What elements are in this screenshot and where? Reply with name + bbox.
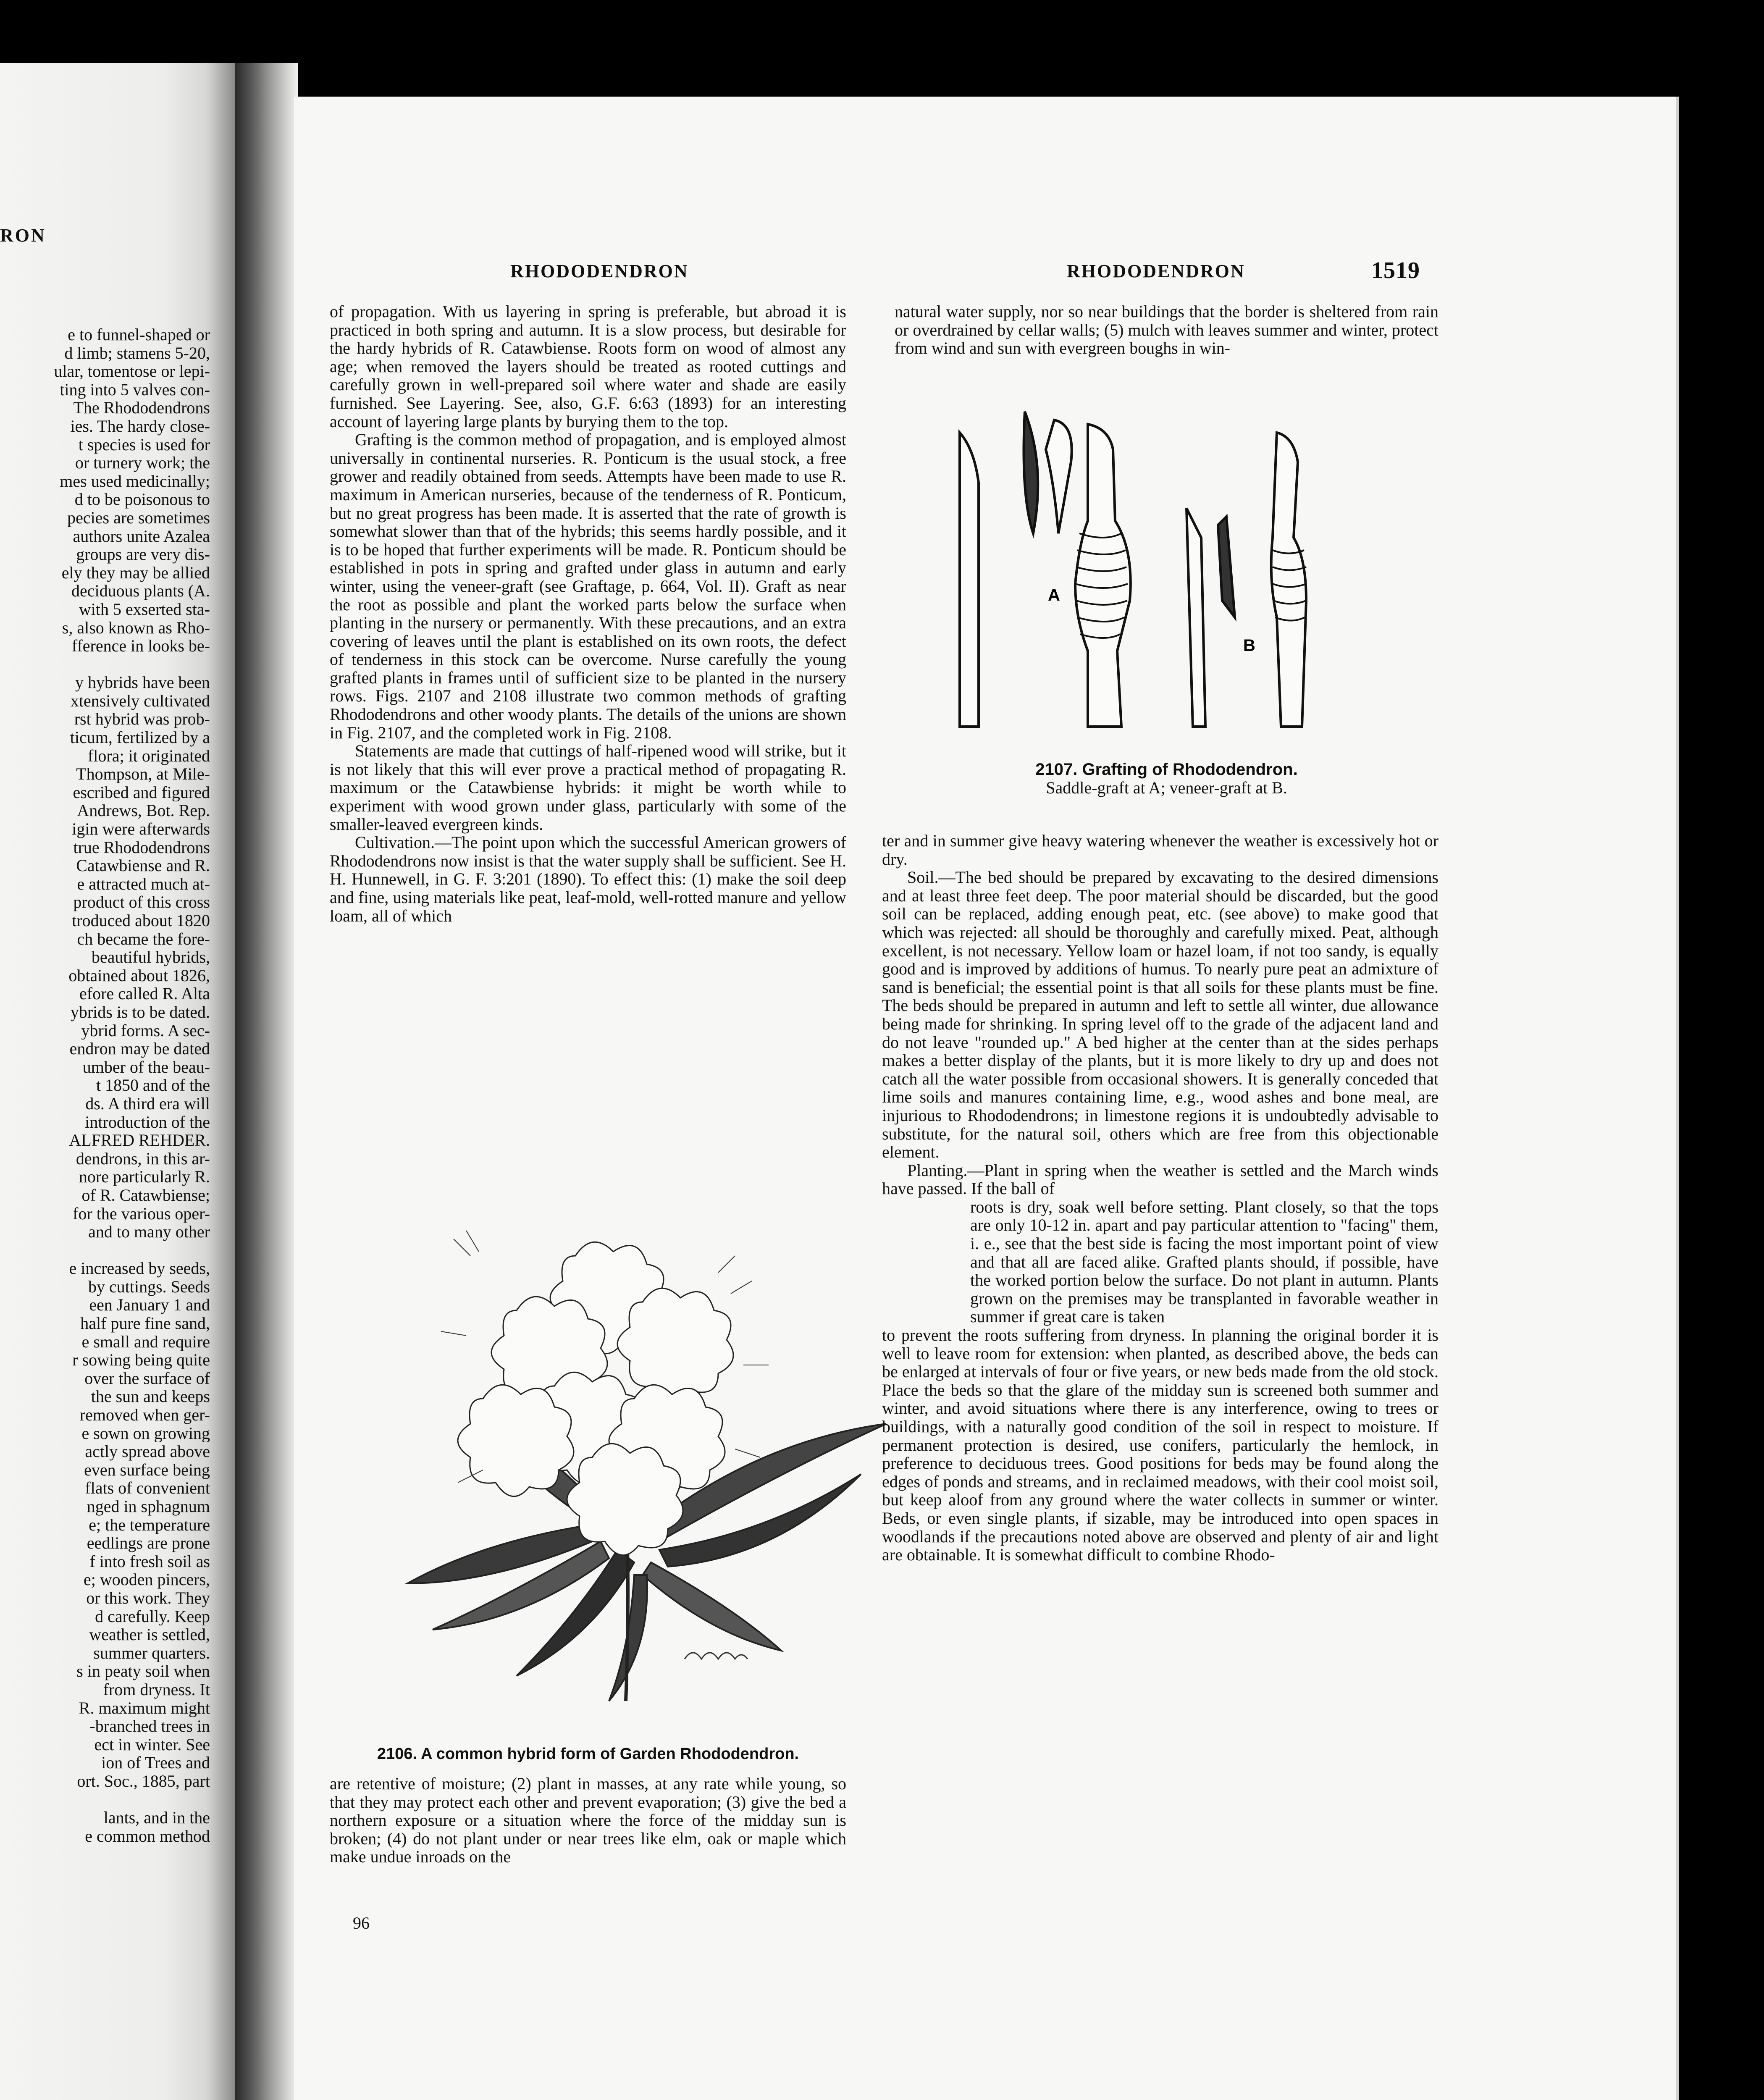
figure-2106-caption: 2106. A common hybrid form of Garden Rhododendron.	[377, 1745, 799, 1763]
previous-page-line: e sown on growing	[81, 1424, 210, 1443]
previous-page-line: summer quarters.	[93, 1643, 210, 1662]
book-gutter	[235, 63, 298, 2100]
previous-page-line: for the various oper-	[73, 1204, 210, 1223]
previous-page-line: even surface being	[84, 1460, 210, 1479]
previous-page-line: d limb; stamens 5-20,	[64, 344, 210, 362]
previous-page-line: e common method	[85, 1827, 210, 1845]
previous-page-line: actly spread above	[85, 1442, 210, 1461]
previous-page-line: from dryness. It	[103, 1680, 210, 1699]
previous-page-line: e attracted much at-	[77, 874, 210, 893]
previous-page-line: or this work. They	[86, 1588, 210, 1607]
previous-page-line: troduced about 1820	[72, 911, 210, 930]
previous-page-line: mes used medicinally;	[60, 472, 210, 491]
previous-page-line: r sowing being quite	[72, 1351, 210, 1369]
previous-page-line: -branched trees in	[89, 1717, 210, 1735]
previous-page	[0, 63, 235, 2100]
previous-page-line: ect in winter. See	[94, 1735, 210, 1754]
paragraph-grafting: Grafting is the common method of propagation, and is employed almost universally in continental nurseries. R. Ponticum is the usual stock, a free grower and readily obtained from seeds. Attempts have been made to use R. maximum in American nurseries, because of the tenderness of R. Ponticum, but no great progress has been made. It is asserted that the rate of growth is somewhat slower than that of the hybrids; this seems hardly possible, and it is to be hoped that further experiments will be made. R. Ponticum should be established in pots in spring and grafted under glass in autumn and early winter, using the veneer-graft (see Graftage, p. 664, Vol. II). Graft as near the root as possible and plant the worked parts below the surface when planting in the nursery or permanently. With these precautions, and an extra covering of leaves until the plant is established on its own roots, the defect of tenderness in this stock can be overcome. Nurse carefully the young grafted plants in frames until of sufficient size to be planted in the nursery rows. Figs. 2107 and 2108 illustrate two common methods of grafting Rhododendrons and other woody plants. The details of the unions are shown in Fig. 2107, and the completed work in Fig. 2108.	[330, 430, 846, 742]
column-left-bottom	[330, 1774, 846, 1866]
previous-page-line: ticum, fertilized by a	[70, 728, 210, 747]
previous-page-line: escribed and figured	[73, 783, 210, 802]
scion-wedge	[1024, 412, 1038, 533]
page-number: 1519	[1371, 257, 1420, 284]
previous-page-line: efore called R. Alta	[79, 984, 210, 1003]
previous-page-line: ely they may be allied	[61, 563, 210, 582]
paragraph-soil: Soil.—The bed should be prepared by excavating to the desired dimensions and at least three feet deep. The poor material should be discarded, but the good soil can be replaced, adding enough peat, etc. (see above) to make good that which was rejected: all should be thoroughly and carefully mixed. Peat, although excellent, is not necessary. Yellow loam or hazel loam, if not too sandy, is equally good and is improved by additions of humus. To nearly pure peat an admixture of sand is beneficial; the essential point is that all soils for these plants must be fine. The beds should be prepared in autumn and left to settle all winter, due allowance being made for shrinking. In spring level off to the grade of the adjacent land and do not leave "rounded up." A bed higher at the center than at the sides perhaps makes a better display of the plants, but it is more likely to dry up and does not catch all the water possible from occasional showers. It is generally conceded that lime soils and manures containing lime, e.g., wood ashes and bone meal, are injurious to Rhododendrons; in limestone regions it is undoubtedly advisable to substitute, for the natural soil, others which are free from this objectionable element.	[882, 868, 1438, 1162]
previous-page-line: true Rhododendrons	[73, 838, 210, 857]
previous-page-line: of R. Catawbiense;	[81, 1186, 210, 1205]
artist-signature	[685, 1653, 748, 1659]
previous-page-line: d to be poisonous to	[74, 490, 210, 509]
previous-page-line: fference in looks be-	[71, 637, 210, 655]
previous-page-line: d carefully. Keep	[95, 1607, 210, 1626]
previous-page-line: ds. A third era will	[85, 1094, 210, 1113]
figure-2107-caption	[895, 760, 1438, 797]
previous-page-line: removed when ger-	[79, 1406, 210, 1424]
saddle-graft-union	[1075, 424, 1131, 727]
previous-page-line	[0, 655, 210, 674]
previous-page-line: s, also known as Rho-	[62, 618, 210, 637]
previous-page-line: pecies are sometimes	[67, 508, 210, 527]
previous-page-line: ular, tomentose or lepi-	[54, 362, 210, 381]
previous-page-line: half pure fine sand,	[80, 1314, 210, 1333]
previous-page-line: flats of convenient	[85, 1479, 210, 1497]
previous-page-line: The Rhododendrons	[73, 399, 210, 417]
previous-page-line: endron may be dated	[69, 1040, 210, 1058]
signature-mark: 96	[353, 1914, 370, 1932]
column-right-bottom	[882, 832, 1438, 1564]
previous-page-line: s in peaty soil when	[76, 1662, 210, 1680]
previous-page-line: ting into 5 valves con-	[60, 380, 210, 399]
veneer-graft-union	[1271, 433, 1306, 727]
planting-first-line: Planting.—Plant in spring when the weather is settled and the March winds have passed. If the ball of	[882, 1160, 1438, 1198]
veneer-scion	[1218, 517, 1235, 617]
scion-stick	[960, 433, 979, 727]
figure-label-a: A	[1048, 586, 1060, 604]
previous-page-line: rst hybrid was prob-	[74, 710, 210, 729]
column-right-top	[895, 302, 1438, 357]
stock-stick-b	[1186, 508, 1205, 727]
previous-page-line: deciduous plants (A.	[71, 582, 210, 600]
previous-page-line: xtensively cultivated	[70, 691, 210, 710]
figure-2107-grafting-illustration	[949, 399, 1369, 743]
previous-page-line: Thompson, at Mile-	[76, 765, 210, 783]
previous-page-line: the sun and keeps	[91, 1387, 210, 1406]
previous-page-line: product of this cross	[73, 893, 210, 911]
previous-page-line: obtained about 1826,	[68, 966, 210, 985]
previous-page-line: authors unite Azalea	[73, 527, 210, 546]
leaf	[643, 1562, 781, 1651]
figure-label-b: B	[1243, 636, 1255, 655]
paragraph-water-supply: natural water supply, nor so near buildings that the border is sheltered from rain or overdrained by cellar walls; (5) mulch with leaves summer and winter, protect from wind and sun with evergreen boughs in win-	[895, 302, 1438, 358]
previous-page-line: nged in sphagnum	[87, 1497, 210, 1516]
previous-page-line: or turnery work; the	[75, 454, 210, 472]
previous-page-line: beautiful hybrids,	[91, 948, 210, 966]
previous-page-line: nore particularly R.	[79, 1168, 210, 1186]
previous-page-line: eedlings are prone	[87, 1534, 210, 1552]
previous-page-line: t species is used for	[78, 435, 210, 454]
paragraph-cultivation: Cultivation.—The point upon which the successful American growers of Rhododendrons now insist is that the water supply shall be sufficient. See H. H. Hunnewell, in G. F. 3:201 (1890). To effect this: (1) make the soil deep and fine, using materials like peat, leaf-mold, well-rotted manure and yellow loam, all of which	[330, 833, 846, 925]
running-head	[294, 257, 1676, 286]
stock-stick	[1046, 420, 1072, 533]
previous-page-line: ies. The hardy close-	[70, 417, 210, 436]
previous-page-line: introduction of the	[85, 1113, 210, 1131]
previous-page-line: and to many other	[88, 1223, 210, 1241]
previous-page-line: umber of the beau-	[82, 1058, 210, 1076]
planting-narrow-text: roots is dry, soak well before setting. Plant closely, so that the tops are only 10-12 in. apart and pay particular attention to "facing" them, i. e., see that the best side is facing the most important point of view and that all are faced alike. Grafted plants should, if possible, have the worked portion below the surface. Do not plant in autumn. Plants grown on the premises may be transplanted in favorable weather in summer if great care is taken	[970, 1197, 1438, 1326]
previous-page-line: f into fresh soil as	[89, 1552, 210, 1571]
previous-page-line: een January 1 and	[89, 1296, 210, 1315]
previous-page-line: R. maximum might	[79, 1698, 210, 1717]
figure-2106-rhododendron-illustration	[357, 1205, 895, 1735]
paragraph-cultivation-continued: are retentive of moisture; (2) plant in masses, at any rate while young, so that they may protect each other and prevent evaporation; (3) give the bed a northern exposure or a situation where the force of the midday sun is broken; (4) do not plant under or near trees like elm, oak or maple which make undue inroads on the	[330, 1774, 846, 1866]
book-page	[294, 97, 1679, 2100]
previous-page-line: ALFRED REHDER.	[69, 1131, 210, 1150]
previous-page-line: lants, and in the	[103, 1809, 210, 1827]
previous-page-line	[0, 1241, 210, 1260]
previous-page-line: t 1850 and of the	[96, 1076, 210, 1095]
previous-page-heading: RON	[0, 225, 46, 246]
previous-page-line: e; the temperature	[89, 1515, 210, 1534]
previous-page-line: Catawbiense and R.	[76, 856, 210, 875]
running-head-right: RHODODENDRON	[1067, 261, 1245, 281]
previous-page-line: e; wooden pincers,	[83, 1570, 210, 1589]
previous-page-text	[0, 326, 210, 1845]
paragraph-cuttings: Statements are made that cuttings of half-ripened wood will strike, but it is not likely that this will ever prove a practical method of propagating R. maximum or the Catawbiense hybrids: it might be worth while to experiment with wood grown under glass, particularly with some of the smaller-leaved evergreen kinds.	[330, 741, 846, 834]
previous-page-line: with 5 exserted sta-	[79, 600, 210, 619]
previous-page-line: weather is settled,	[89, 1625, 210, 1644]
figure-2107-caption-text: Saddle-graft at A; veneer-graft at B.	[1046, 778, 1287, 797]
previous-page-line: ybrid forms. A sec-	[81, 1021, 210, 1040]
previous-page-line: ion of Trees and	[101, 1754, 210, 1772]
previous-page-line: ort. Soc., 1885, part	[77, 1772, 210, 1790]
previous-page-line: Andrews, Bot. Rep.	[77, 801, 210, 820]
paragraph-watering: ter and in summer give heavy watering whenever the weather is excessively hot or dry.	[882, 831, 1438, 869]
column-left-top	[330, 302, 846, 925]
running-head-left: RHODODENDRON	[510, 261, 689, 281]
previous-page-line: igin were afterwards	[72, 820, 210, 838]
previous-page-line: by cuttings. Seeds	[88, 1277, 210, 1296]
paragraph-layering: of propagation. With us layering in spring is preferable, but abroad it is practiced in both spring and autumn. It is a slow process, but desirable for the hardy hybrids of R. Catawbiense. Roots form on wood of almost any age; when removed the layers should be treated as rooted cuttings and carefully grown in well-prepared soil where water and shade are easily furnished. See Layering. See, also, G.F. 6:63 (1893) for an interesting account of layering large plants by burying them to the top.	[330, 302, 846, 431]
previous-page-line: e increased by seeds,	[69, 1259, 210, 1278]
previous-page-line: groups are very dis-	[76, 545, 210, 564]
previous-page-line: y hybrids have been	[75, 673, 210, 692]
previous-page-line: e to funnel-shaped or	[68, 326, 210, 344]
figure-2107-caption-title: 2107. Grafting of Rhododendron.	[1035, 760, 1298, 779]
previous-page-line: e small and require	[81, 1332, 210, 1351]
previous-page-line: ch became the fore-	[77, 929, 210, 948]
planting-rest: to prevent the roots suffering from dryness. In planning the original border it is well to leave room for extension: when planted, as described above, the beds can be enlarged at intervals of four or five years, or new beds made from the old stock. Place the beds so that the glare of the midday sun is screened both summer and winter, and avoid situations where there is any interference, owing to trees or buildings, with a naturally good condition of the soil in respect to moisture. If permanent protection is desired, use conifers, particularly the hemlock, in preference to deciduous trees. Good positions for beds may be found along the edges of ponds and streams, and in reclaimed meadows, with their cool moist soil, but keep aloof from any ground where the water collects in summer or winter. Beds, or even single plants, if sizable, may be introduced into open spaces in woodlands if the precautions noted above are observed and plenty of air and light are obtainable. It is somewhat difficult to combine Rhodo-	[882, 1326, 1438, 1564]
previous-page-line: over the surface of	[84, 1369, 210, 1388]
previous-page-line: ybrids is to be dated.	[70, 1003, 210, 1021]
previous-page-line	[0, 1790, 210, 1809]
paragraph-planting	[882, 1161, 1438, 1564]
previous-page-line: dendrons, in this ar-	[76, 1149, 210, 1168]
previous-page-line: flora; it originated	[87, 746, 210, 765]
